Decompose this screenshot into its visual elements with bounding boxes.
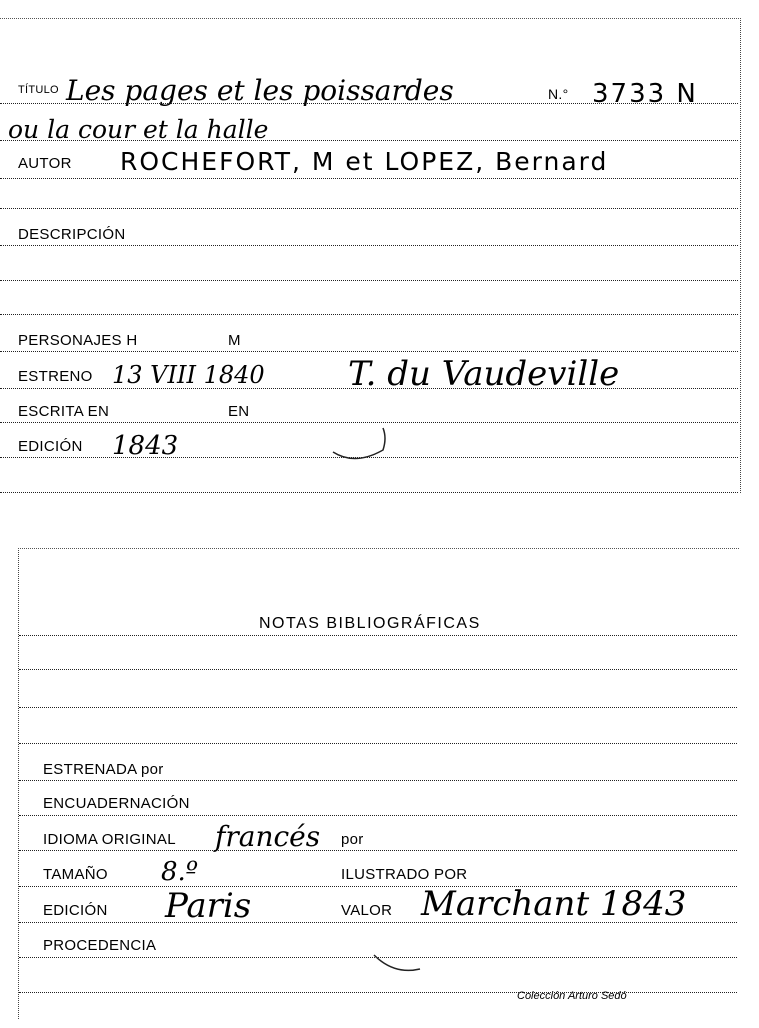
tamano-label: TAMAÑO bbox=[43, 866, 108, 883]
estreno-place: T. du Vaudeville bbox=[348, 354, 620, 394]
ruled-line bbox=[19, 669, 737, 670]
estreno-label: ESTRENO bbox=[18, 368, 93, 385]
ruled-line bbox=[19, 743, 737, 744]
edicion-label: EDICIÓN bbox=[18, 438, 83, 455]
ruled-line bbox=[19, 707, 737, 708]
escrita-label: ESCRITA EN bbox=[18, 403, 110, 420]
titulo-label: TÍTULO bbox=[18, 84, 59, 96]
notas-heading: NOTAS BIBLIOGRÁFICAS bbox=[259, 615, 481, 632]
estrenada-label: ESTRENADA por bbox=[43, 761, 164, 778]
idioma-value: francés bbox=[215, 820, 321, 853]
ruled-line bbox=[19, 780, 737, 781]
ruled-line bbox=[0, 280, 738, 281]
descripcion-label: DESCRIPCIÓN bbox=[18, 226, 126, 243]
catalog-card-back bbox=[18, 548, 739, 1019]
edicion-value: Paris bbox=[165, 886, 252, 926]
edicion-value: 1843 bbox=[112, 431, 179, 461]
por-label: por bbox=[341, 831, 364, 848]
autor-label: AUTOR bbox=[18, 155, 72, 172]
numero-label: N.° bbox=[548, 86, 569, 102]
ilustrado-label: ILUSTRADO POR bbox=[341, 866, 468, 883]
ruled-line bbox=[0, 492, 738, 493]
ruled-line bbox=[0, 245, 738, 246]
titulo-value: Les pages et les poissardes bbox=[66, 74, 454, 107]
ruled-line bbox=[0, 208, 738, 209]
valor-value: Marchant 1843 bbox=[421, 884, 687, 924]
pencil-mark bbox=[364, 935, 434, 985]
personajes-label: PERSONAJES H bbox=[18, 332, 138, 349]
idioma-label: IDIOMA ORIGINAL bbox=[43, 831, 176, 848]
ruled-line bbox=[19, 635, 737, 636]
ruled-line bbox=[0, 178, 738, 179]
catalog-card-front bbox=[0, 18, 741, 493]
estreno-date: 13 VIII 1840 bbox=[112, 361, 265, 389]
pencil-mark bbox=[325, 404, 395, 474]
ruled-line bbox=[19, 815, 737, 816]
ruled-line bbox=[0, 314, 738, 315]
valor-label: VALOR bbox=[341, 902, 393, 919]
titulo-value-line2: ou la cour et la halle bbox=[8, 115, 269, 144]
ruled-line bbox=[19, 850, 737, 851]
personajes-m-label: M bbox=[228, 332, 241, 349]
autor-value: ROCHEFORT, M et LOPEZ, Bernard bbox=[120, 147, 609, 176]
en-label: EN bbox=[228, 403, 250, 420]
encuadernacion-label: ENCUADERNACIÓN bbox=[43, 795, 190, 812]
numero-value: 3733 N bbox=[592, 79, 698, 109]
ruled-line bbox=[19, 992, 737, 993]
tamano-value: 8.º bbox=[161, 857, 199, 887]
edicion-label: EDICIÓN bbox=[43, 902, 108, 919]
procedencia-label: PROCEDENCIA bbox=[43, 937, 157, 954]
coleccion-stamp: Colección Arturo Sedó bbox=[517, 990, 627, 1002]
ruled-line bbox=[0, 351, 738, 352]
